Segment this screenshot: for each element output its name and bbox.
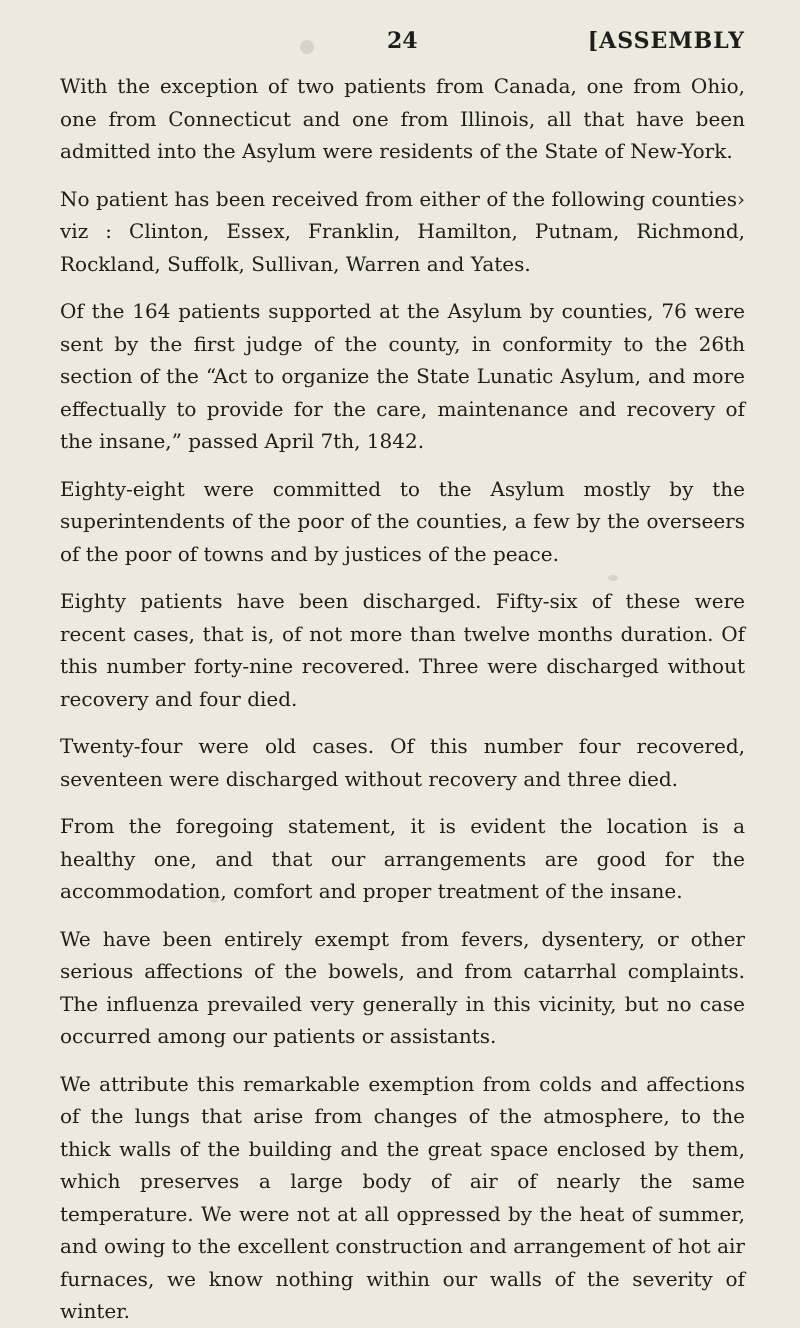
paragraph-old-cases: Twenty-four were old cases. Of this number four recovered, seventeen were discharged without recovery and three died. (60, 734, 745, 791)
body-text (60, 70, 745, 1328)
paragraph-county-supported-patients: Of the 164 patients supported at the Asylum by counties, 76 were sent by the first judge of the county, in conformity to the 26th section of the “Act to organize the State Lunatic Asylum, and more effectually to provide for the care, maintenance and recovery of the insane,” passed April 7th, 1842. (60, 299, 745, 453)
running-head-initial: A (599, 28, 618, 54)
paragraph-admissions-residency: With the exception of two patients from Canada, one from Ohio, one from Connecticut and one from Illinois, all that have been admitted into the Asylum were residents of the State of New-York. (60, 74, 745, 163)
paragraph-committed-by-superintendents: Eighty-eight were committed to the Asylum mostly by the superintendents of the poor of the counties, a few by the overseers of the poor of towns and by justices of the peace. (60, 476, 745, 566)
page-header (60, 28, 745, 68)
paragraph-exempt-from-disease: We have been entirely exempt from fevers, dysentery, or other serious affections of the bowels, and from catarrhal complaints. The influenza prevailed very generally in this vicinity, but no case occurred among our patients or assistants. (60, 926, 745, 1048)
paragraph-discharged-recent-cases: Eighty patients have been discharged. Fifty-six of these were recent cases, that is, of not more than twelve months duration. Of this number forty-nine recovered. Three were discharged without recovery and four died. (60, 589, 745, 711)
page-number: 24 (387, 28, 418, 54)
running-head-bracket: [ (587, 28, 600, 54)
paragraph-healthy-location: From the foregoing statement, it is evident the location is a healthy one, and that our arrangements are good for the accommodation, comfort and proper treatment of the insane. (60, 814, 745, 903)
running-head (588, 28, 745, 54)
running-head-rest: SSEMBLY (617, 28, 745, 54)
paragraph-counties-without-patients: No patient has been received from either of the following counties› viz : Clinton, Essex, Franklin, Hamilton, Putnam, Richmond, Rockland, Suffolk, Sullivan, Warren and Yates. (60, 186, 745, 276)
paragraph-building-and-climate: We attribute this remarkable exemption from colds and affections of the lungs that arise from changes of the atmosphere, to the thick walls of the building and the great space enclosed by them, which preserves a large body of air of nearly the same temperature. We were not at all oppressed by the heat of summer, and owing to the excellent construction and arrangement of hot air furnaces, we know nothing within our walls of the severity of winter. (60, 1071, 745, 1323)
